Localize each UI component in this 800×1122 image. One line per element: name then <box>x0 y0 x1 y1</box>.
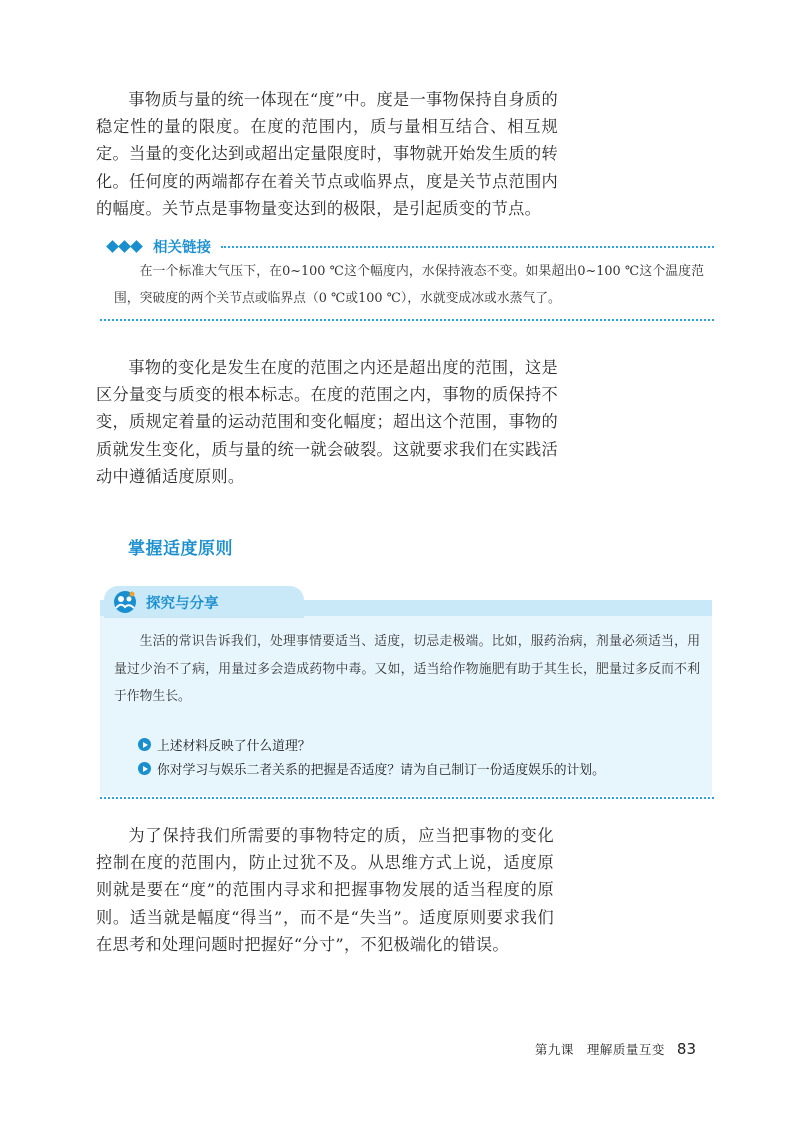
dotted-divider-bottom <box>100 797 714 799</box>
question-item <box>138 735 311 754</box>
play-bullet-icon <box>138 738 151 751</box>
footer-lesson: 第九课 理解质量互变 <box>534 1042 665 1057</box>
paragraph-change: 事物的变化是发生在度的范围之内还是超出度的范围，这是区分量变与质变的根本标志。在度的范围之内，事物的质保持不变，质规定着量的运动范围和变化幅度；超出这个范围，事物的质就发生变化，质与量的统一就会破裂。这就要求我们在实践活动中遵循适度原则。 <box>96 358 558 486</box>
question-text: 上述材料反映了什么道理？ <box>157 739 311 754</box>
question-item <box>138 759 605 778</box>
question-text: 你对学习与娱乐二者关系的把握是否适度？请为自己制订一份适度娱乐的计划。 <box>157 763 605 778</box>
explore-body: 生活的常识告诉我们，处理事情要适当、适度，切忌走极端。比如，服药治病，剂量必须适当，用量过少治不了病，用量过多会造成药物中毒。又如，适当给作物施肥有助于其生长，肥量过多反而不利于作物生长。 <box>114 634 700 705</box>
section-title: 掌握适度原则 <box>128 539 233 559</box>
globe-people-icon <box>112 589 138 615</box>
page-number: 83 <box>676 1040 696 1058</box>
play-bullet-icon <box>138 762 151 775</box>
diamond-bullets-icon <box>108 242 141 251</box>
paragraph-degree: 事物质与量的统一体现在“度”中。度是一事物保持自身质的稳定性的量的限度。在度的范围内，质与量相互结合、相互规定。当量的变化达到或超出定量限度时，事物就开始发生质的转化。任何度的两端都存在着关节点或临界点，度是关节点范围内的幅度。关节点是事物量变达到的极限，是引起质变的节点。 <box>96 90 558 218</box>
page-footer <box>535 1040 696 1058</box>
dotted-divider <box>221 246 714 248</box>
related-link-body: 在一个标准大气压下，在0~100 ℃这个幅度内，水保持液态不变。如果超出0~100 ℃这个温度范围，突破度的两个关节点或临界点（0 ℃或100 ℃），水就变成冰或水蒸气了。 <box>114 264 704 306</box>
paragraph-principle: 为了保持我们所需要的事物特定的质，应当把事物的变化控制在度的范围内，防止过犹不及。从思维方式上说，适度原则就是要在“度”的范围内寻求和把握事物发展的适当程度的原则。适当就是幅度“得当”，而不是“失当”。适度原则要求我们在思考和处理问题时把握好“分寸”，不犯极端化的错误。 <box>96 826 554 954</box>
explore-title: 探究与分享 <box>146 595 219 612</box>
related-link-header <box>108 236 714 256</box>
related-link-title: 相关链接 <box>153 239 211 256</box>
dotted-divider-bottom <box>100 319 714 321</box>
explore-tab <box>104 586 304 618</box>
